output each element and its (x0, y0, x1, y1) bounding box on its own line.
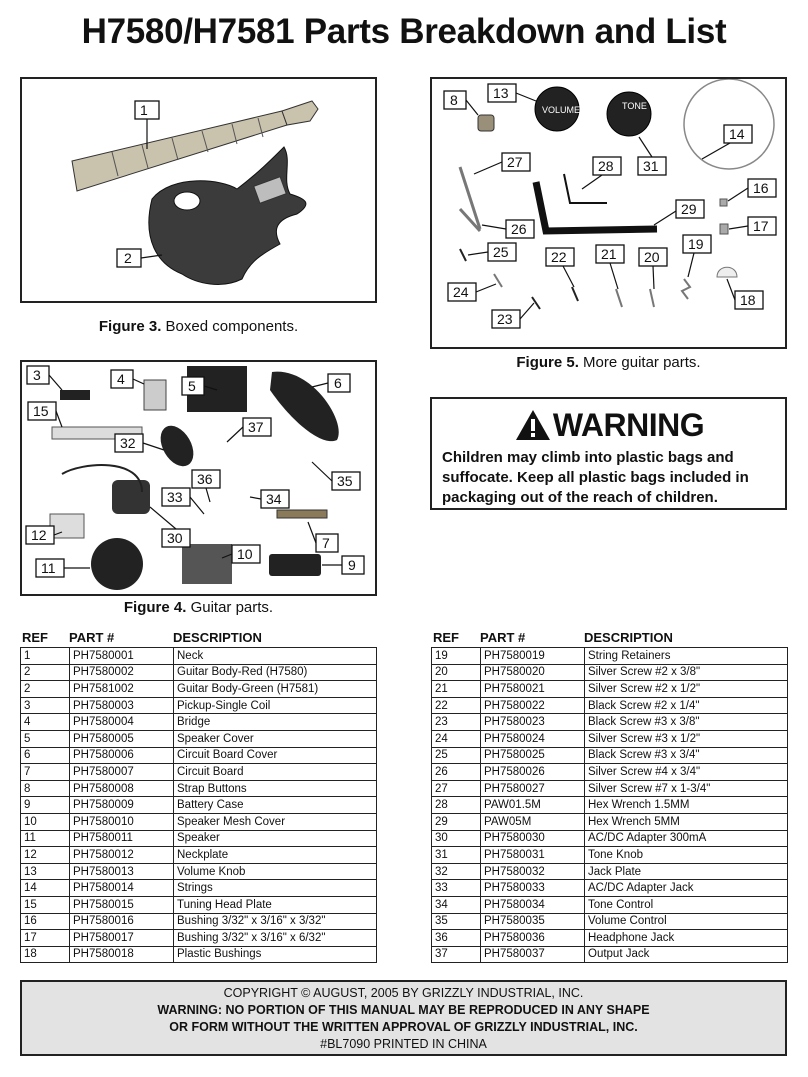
callout-15-label: 15 (33, 403, 49, 419)
table-row (21, 664, 377, 681)
description-cell: Silver Screw #7 x 1-3/4" (585, 780, 788, 797)
table-row (432, 830, 788, 847)
ref-cell: 1 (21, 648, 70, 665)
ref-cell: 13 (21, 863, 70, 880)
parts-illustrations (460, 79, 774, 309)
callout-1-label: 1 (140, 102, 148, 118)
table-row (432, 913, 788, 930)
callout-23-label: 23 (497, 311, 513, 327)
ref-cell: 5 (21, 730, 70, 747)
ref-cell: 32 (432, 863, 481, 880)
description-cell: Output Jack (585, 946, 788, 963)
ref-cell: 4 (21, 714, 70, 731)
column-description: DESCRIPTION (173, 630, 262, 645)
callout-16-label: 16 (753, 180, 769, 196)
callout-37 (243, 418, 271, 436)
screw-20-shape (650, 289, 654, 307)
callout-1 (135, 101, 159, 119)
plastic-bushing-shape (717, 267, 737, 277)
description-cell: String Retainers (585, 648, 788, 665)
ref-cell: 6 (21, 747, 70, 764)
part-number-cell: PAW01.5M (481, 797, 585, 814)
footer-warning-line-2: OR FORM WITHOUT THE WRITTEN APPROVAL OF GRIZZLY INDUSTRIAL, INC. (169, 1020, 638, 1034)
callout-27-label: 27 (507, 154, 523, 170)
callout-32 (115, 434, 143, 452)
part-number-cell: PH7580001 (70, 648, 174, 665)
part-number-cell: PH7580021 (481, 681, 585, 698)
ref-cell: 27 (432, 780, 481, 797)
table-row (21, 847, 377, 864)
description-cell: Tone Control (585, 896, 788, 913)
callout-9-label: 9 (348, 557, 356, 573)
jack-plate-shape (154, 420, 200, 472)
part-number-cell: PH7580030 (481, 830, 585, 847)
table-row (432, 714, 788, 731)
description-cell: Neck (174, 648, 377, 665)
ref-cell: 37 (432, 946, 481, 963)
part-number-cell: PH7580010 (70, 813, 174, 830)
ref-cell: 24 (432, 730, 481, 747)
tone-knob-text: TONE (622, 101, 647, 111)
description-cell: AC/DC Adapter 300mA (585, 830, 788, 847)
callout-37-label: 37 (248, 419, 264, 435)
part-number-cell: PH7580032 (481, 863, 585, 880)
callout-18 (735, 291, 763, 309)
figure-3-boxed-components (20, 77, 377, 303)
description-cell: Silver Screw #3 x 1/2" (585, 730, 788, 747)
part-number-cell: PH7580003 (70, 697, 174, 714)
volume-knob-text: VOLUME (542, 105, 581, 115)
part-number-cell: PH7580034 (481, 896, 585, 913)
figure-5-more-guitar-parts (430, 77, 787, 349)
description-cell: Bushing 3/32" x 3/16" x 6/32" (174, 930, 377, 947)
ref-cell: 35 (432, 913, 481, 930)
ref-cell: 9 (21, 797, 70, 814)
callout-3 (27, 366, 49, 384)
callout-29-label: 29 (681, 201, 697, 217)
table-row (21, 863, 377, 880)
description-cell: Bushing 3/32" x 3/16" x 3/32" (174, 913, 377, 930)
screw-23-shape (532, 297, 540, 309)
callout-7-label: 7 (322, 535, 330, 551)
table-row (432, 697, 788, 714)
ref-cell: 31 (432, 847, 481, 864)
callout-11-label: 11 (41, 560, 56, 576)
warning-triangle-icon (515, 409, 551, 441)
description-cell: Bridge (174, 714, 377, 731)
parts-list-left (20, 628, 377, 963)
callout-19-label: 19 (688, 236, 704, 252)
ref-cell: 7 (21, 764, 70, 781)
ref-cell: 16 (21, 913, 70, 930)
table-row (432, 648, 788, 665)
bushing-17-shape (720, 224, 728, 234)
ref-cell: 8 (21, 780, 70, 797)
screw-24-shape (494, 274, 502, 287)
warning-heading-row (442, 405, 777, 445)
table-row (21, 780, 377, 797)
table-row (432, 946, 788, 963)
callout-arrows (466, 93, 748, 319)
callout-31-label: 31 (643, 158, 659, 174)
ref-cell: 3 (21, 697, 70, 714)
callout-14-label: 14 (729, 126, 745, 142)
callout-28 (593, 157, 621, 175)
part-number-cell: PH7580016 (70, 913, 174, 930)
callout-11 (36, 559, 64, 577)
table-row (432, 930, 788, 947)
callout-33 (162, 488, 190, 506)
part-number-cell: PH7580017 (70, 930, 174, 947)
part-number-cell: PH7580015 (70, 896, 174, 913)
figure-3-caption-text: Boxed components. (161, 318, 299, 335)
part-number-cell: PH7580026 (481, 764, 585, 781)
part-number-cell: PH7580009 (70, 797, 174, 814)
callout-4-label: 4 (117, 371, 125, 387)
callout-25 (488, 243, 516, 261)
figure-3-caption-label: Figure 3. (98, 318, 162, 335)
ref-cell: 20 (432, 664, 481, 681)
description-cell: Hex Wrench 5MM (585, 813, 788, 830)
description-cell: Speaker Cover (174, 730, 377, 747)
callout-6-label: 6 (334, 375, 342, 391)
column-ref: REF (433, 630, 459, 645)
part-number-cell: PH7580008 (70, 780, 174, 797)
callout-32-label: 32 (120, 435, 136, 451)
callout-16 (748, 179, 776, 197)
part-number-cell: PH7580018 (70, 946, 174, 963)
screw-25-shape (460, 249, 466, 261)
battery-case-shape (269, 554, 321, 576)
callout-13 (488, 84, 516, 102)
ref-cell: 10 (21, 813, 70, 830)
part-number-cell: PH7580011 (70, 830, 174, 847)
part-number-cell: PH7580033 (481, 880, 585, 897)
table-row (432, 813, 788, 830)
table-row (432, 764, 788, 781)
table-row (432, 797, 788, 814)
part-number-cell: PH7580007 (70, 764, 174, 781)
part-number-cell: PH7580013 (70, 863, 174, 880)
hex-wrench-large-shape (536, 182, 657, 231)
ref-cell: 17 (21, 930, 70, 947)
callout-9 (342, 556, 364, 574)
callout-26 (506, 220, 534, 238)
description-cell: Volume Knob (174, 863, 377, 880)
part-number-cell: PH7580022 (481, 697, 585, 714)
ref-cell: 29 (432, 813, 481, 830)
table-row (21, 797, 377, 814)
callout-28-label: 28 (598, 158, 614, 174)
callout-25-label: 25 (493, 244, 509, 260)
table-row (21, 747, 377, 764)
description-cell: Jack Plate (585, 863, 788, 880)
callout-36-label: 36 (197, 471, 213, 487)
part-number-cell: PH7580024 (481, 730, 585, 747)
description-cell: Circuit Board Cover (174, 747, 377, 764)
description-cell: Strap Buttons (174, 780, 377, 797)
table-row (21, 648, 377, 665)
part-number-cell: PH7580031 (481, 847, 585, 864)
adapter-shape (112, 480, 150, 514)
footer-print-info: #BL7090 PRINTED IN CHINA (320, 1037, 487, 1051)
callout-30-label: 30 (167, 530, 183, 546)
ref-cell: 28 (432, 797, 481, 814)
ref-cell: 2 (21, 681, 70, 698)
description-cell: Guitar Body-Red (H7580) (174, 664, 377, 681)
callout-35 (332, 472, 360, 490)
callout-18-label: 18 (740, 292, 756, 308)
part-number-cell: PH7580036 (481, 930, 585, 947)
callout-2-label: 2 (124, 250, 132, 266)
table-row (432, 880, 788, 897)
column-part-number: PART # (69, 630, 115, 645)
description-cell: Pickup-Single Coil (174, 697, 377, 714)
callout-26-label: 26 (511, 221, 527, 237)
callout-5 (182, 377, 204, 395)
callout-27 (502, 153, 530, 171)
description-cell: AC/DC Adapter Jack (585, 880, 788, 897)
callout-29 (676, 200, 704, 218)
guitar-body-illustration (149, 147, 306, 284)
callout-24 (448, 283, 476, 301)
table-row (432, 896, 788, 913)
part-number-cell: PH7580019 (481, 648, 585, 665)
strap-button-shape (478, 115, 494, 131)
warning-text: Children may climb into plastic bags and suffocate. Keep all plastic bags included in packaging out of the reach of children. (442, 449, 749, 506)
callout-19 (683, 235, 711, 253)
part-number-cell: PH7580035 (481, 913, 585, 930)
callout-2 (117, 249, 141, 267)
callout-17-label: 17 (753, 218, 769, 234)
description-cell: Guitar Body-Green (H7581) (174, 681, 377, 698)
part-number-cell: PH7580025 (481, 747, 585, 764)
callout-6 (328, 374, 350, 392)
table-row (21, 681, 377, 698)
table-row (21, 830, 377, 847)
description-cell: Black Screw #3 x 3/8" (585, 714, 788, 731)
table-row (21, 730, 377, 747)
callout-4 (111, 370, 133, 388)
ref-cell: 14 (21, 880, 70, 897)
table-row (21, 930, 377, 947)
table-row (432, 780, 788, 797)
callout-13-label: 13 (493, 85, 509, 101)
callout-22 (546, 248, 574, 266)
description-cell: Strings (174, 880, 377, 897)
part-number-cell: PH7580004 (70, 714, 174, 731)
callout-5-label: 5 (188, 378, 196, 394)
screw-22-shape (572, 287, 578, 301)
copyright-footer (20, 980, 787, 1056)
part-number-cell: PH7580027 (481, 780, 585, 797)
table-row (432, 730, 788, 747)
parts-table-left (20, 647, 377, 963)
ref-cell: 15 (21, 896, 70, 913)
description-cell: Hex Wrench 1.5MM (585, 797, 788, 814)
table-row (432, 863, 788, 880)
bridge-shape (144, 380, 166, 410)
figure-4-guitar-parts (20, 360, 377, 596)
table-row (21, 880, 377, 897)
description-cell: Battery Case (174, 797, 377, 814)
ref-cell: 21 (432, 681, 481, 698)
ref-cell: 26 (432, 764, 481, 781)
ref-cell: 36 (432, 930, 481, 947)
tone-knob-shape (607, 92, 651, 136)
description-cell: Neckplate (174, 847, 377, 864)
description-cell: Headphone Jack (585, 930, 788, 947)
screw-21-shape (616, 289, 622, 307)
part-number-cell: PH7580012 (70, 847, 174, 864)
pickup-shape (60, 390, 90, 400)
table-row (21, 896, 377, 913)
figure-4-caption (20, 599, 377, 616)
table-row (21, 913, 377, 930)
ref-cell: 18 (21, 946, 70, 963)
warning-box (430, 397, 787, 510)
part-number-cell: PH7580006 (70, 747, 174, 764)
warning-heading: WARNING (552, 406, 705, 443)
callout-35-label: 35 (337, 473, 353, 489)
speaker-shape (91, 538, 143, 590)
table-row (21, 764, 377, 781)
figure-5-caption-label: Figure 5. (516, 354, 579, 371)
description-cell: Black Screw #3 x 3/4" (585, 747, 788, 764)
parts-list-left-header (20, 628, 377, 647)
part-number-cell: PH7580020 (481, 664, 585, 681)
figure-3-caption (20, 318, 377, 335)
column-ref: REF (22, 630, 48, 645)
parts-table-right (431, 647, 788, 963)
description-cell: Circuit Board (174, 764, 377, 781)
callout-30 (162, 529, 190, 547)
footer-warning-line-1: WARNING: NO PORTION OF THIS MANUAL MAY BE REPRODUCED IN ANY SHAPE (157, 1003, 650, 1017)
part-number-cell: PH7580002 (70, 664, 174, 681)
description-cell: Volume Control (585, 913, 788, 930)
callout-14 (724, 125, 752, 143)
strings-coil-shape (684, 79, 774, 169)
hex-wrench-small-shape (564, 174, 607, 203)
callout-21-label: 21 (601, 246, 617, 262)
table-row (21, 714, 377, 731)
description-cell: Speaker Mesh Cover (174, 813, 377, 830)
ref-cell: 22 (432, 697, 481, 714)
page-title: H7580/H7581 Parts Breakdown and List (81, 12, 727, 51)
string-retainer-shape (682, 279, 690, 299)
figure-4-caption-text: Guitar parts. (186, 599, 274, 616)
part-number-cell: PAW05M (481, 813, 585, 830)
callout-33-label: 33 (167, 489, 183, 505)
callout-23 (492, 310, 520, 328)
ref-cell: 25 (432, 747, 481, 764)
part-number-cell: PH7580037 (481, 946, 585, 963)
circuit-board-shape (277, 510, 327, 518)
callout-12 (26, 526, 54, 544)
callout-7 (316, 534, 338, 552)
description-cell: Speaker (174, 830, 377, 847)
column-part-number: PART # (480, 630, 526, 645)
part-number-cell: PH7581002 (70, 681, 174, 698)
ref-cell: 12 (21, 847, 70, 864)
callout-34 (261, 490, 289, 508)
table-row (432, 747, 788, 764)
description-cell: Tuning Head Plate (174, 896, 377, 913)
figure-5-caption (430, 354, 787, 371)
callout-34-label: 34 (266, 491, 282, 507)
callout-20 (639, 248, 667, 266)
figure-5-caption-text: More guitar parts. (578, 354, 701, 371)
callout-15 (28, 402, 56, 420)
footer-copyright: COPYRIGHT © AUGUST, 2005 BY GRIZZLY INDUSTRIAL, INC. (223, 986, 584, 1000)
ref-cell: 34 (432, 896, 481, 913)
table-row (432, 664, 788, 681)
description-cell: Plastic Bushings (174, 946, 377, 963)
callout-36 (192, 470, 220, 488)
callout-10 (232, 545, 260, 563)
table-row (432, 847, 788, 864)
callout-8 (444, 91, 466, 109)
callout-22-label: 22 (551, 249, 567, 265)
table-row (432, 681, 788, 698)
description-cell: Tone Knob (585, 847, 788, 864)
ref-cell: 30 (432, 830, 481, 847)
callout-17 (748, 217, 776, 235)
column-description: DESCRIPTION (584, 630, 673, 645)
description-cell: Silver Screw #4 x 3/4" (585, 764, 788, 781)
callout-3-label: 3 (33, 367, 41, 383)
callout-10-label: 10 (237, 546, 253, 562)
ref-cell: 33 (432, 880, 481, 897)
table-row (21, 697, 377, 714)
part-number-cell: PH7580023 (481, 714, 585, 731)
description-cell: Silver Screw #2 x 1/2" (585, 681, 788, 698)
callout-12-label: 12 (31, 527, 47, 543)
callout-8-label: 8 (450, 92, 458, 108)
ref-cell: 19 (432, 648, 481, 665)
part-number-cell: PH7580005 (70, 730, 174, 747)
description-cell: Black Screw #2 x 1/4" (585, 697, 788, 714)
ref-cell: 11 (21, 830, 70, 847)
ref-cell: 2 (21, 664, 70, 681)
table-row (21, 813, 377, 830)
callout-24-label: 24 (453, 284, 469, 300)
callout-20-label: 20 (644, 249, 660, 265)
ref-cell: 23 (432, 714, 481, 731)
figure-4-caption-label: Figure 4. (123, 599, 187, 616)
part-number-cell: PH7580014 (70, 880, 174, 897)
parts-list-right-header (431, 628, 788, 647)
table-row (21, 946, 377, 963)
description-cell: Silver Screw #2 x 3/8" (585, 664, 788, 681)
speaker-mesh-shape (182, 544, 232, 584)
bushing-16-shape (720, 199, 727, 206)
callout-21 (596, 245, 624, 263)
callout-31 (638, 157, 666, 175)
parts-list-right (431, 628, 788, 963)
